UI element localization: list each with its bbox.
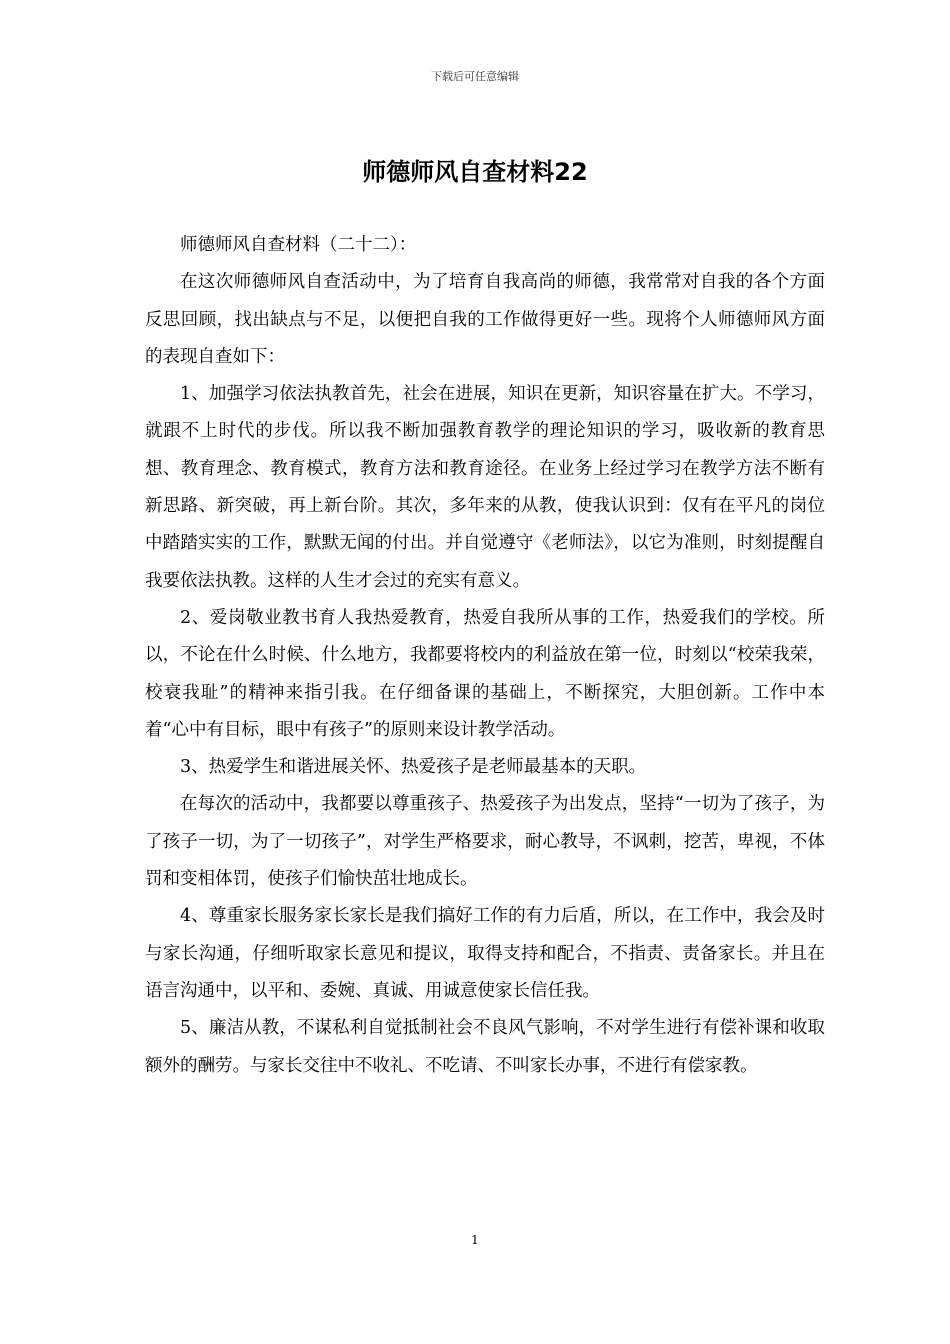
header-note: 下载后可任意编辑: [431, 70, 519, 83]
document-body: [145, 227, 825, 1085]
paragraph-item-5: 5、廉洁从教，不谋私利自觉抵制社会不良风气影响，不对学生进行有偿补课和收取额外的酬劳。与家长交往中不收礼、不吃请、不叫家长办事，不进行有偿家教。: [145, 1018, 825, 1076]
paragraph-intro: 在这次师德师风自查活动中，为了培育自我高尚的师德，我常常对自我的各个方面反思回顾，找出缺点与不足，以便把自我的工作做得更好一些。现将个人师德师风方面的表现自查如下：: [145, 272, 825, 367]
paragraph-item-3: 3、热爱学生和谐进展关怀、热爱孩子是老师最基本的天职。: [180, 757, 647, 778]
paragraph-item-1: 1、加强学习依法执教首先，社会在进展，知识在更新，知识容量在扩大。不学习，就跟不上时代的步伐。所以我不断加强教育教学的理论知识的学习，吸收新的教育思想、教育理念、教育模式，教育方法和教育途径。在业务上经过学习在教学方法不断有新思路、新突破，再上新台阶。其次，多年来的从教，使我认识到：仅有在平凡的岗位中踏踏实实的工作，默默无闻的付出。并自觉遵守《老师法》，以它为准则，时刻提醒自我要依法执教。这样的人生才会过的充实有意义。: [145, 384, 825, 591]
paragraph-subtitle: 师德师风自查材料（二十二）：: [180, 235, 417, 255]
document-title: 师德师风自查材料22: [362, 158, 588, 186]
paragraph-item-4: 4、尊重家长服务家长家长是我们搞好工作的有力后盾，所以，在工作中，我会及时与家长沟通，仔细听取家长意见和提议，取得支持和配合，不指责、责备家长。并且在语言沟通中，以平和、委婉、真诚、用诚意使家长信任我。: [145, 906, 825, 1001]
paragraph-item-3-detail: 在每次的活动中，我都要以尊重孩子、热爱孩子为出发点，坚持“一切为了孩子，为了孩子一切，为了一切孩子”，对学生严格要求，耐心教导，不讽刺，挖苦，卑视，不体罚和变相体罚，使孩子们愉快茁壮地成长。: [145, 794, 825, 890]
page-number: 1: [471, 1233, 479, 1247]
paragraph-item-2: 2、爱岗敬业教书育人我热爱教育，热爱自我所从事的工作，热爱我们的学校。所以，不论在什么时候、什么地方，我都要将校内的利益放在第一位，时刻以“校荣我荣，校衰我耻”的精神来指引我。在仔细备课的基础上，不断探究，大胆创新。工作中本着“心中有目标，眼中有孩子”的原则来设计教学活动。: [145, 607, 825, 740]
